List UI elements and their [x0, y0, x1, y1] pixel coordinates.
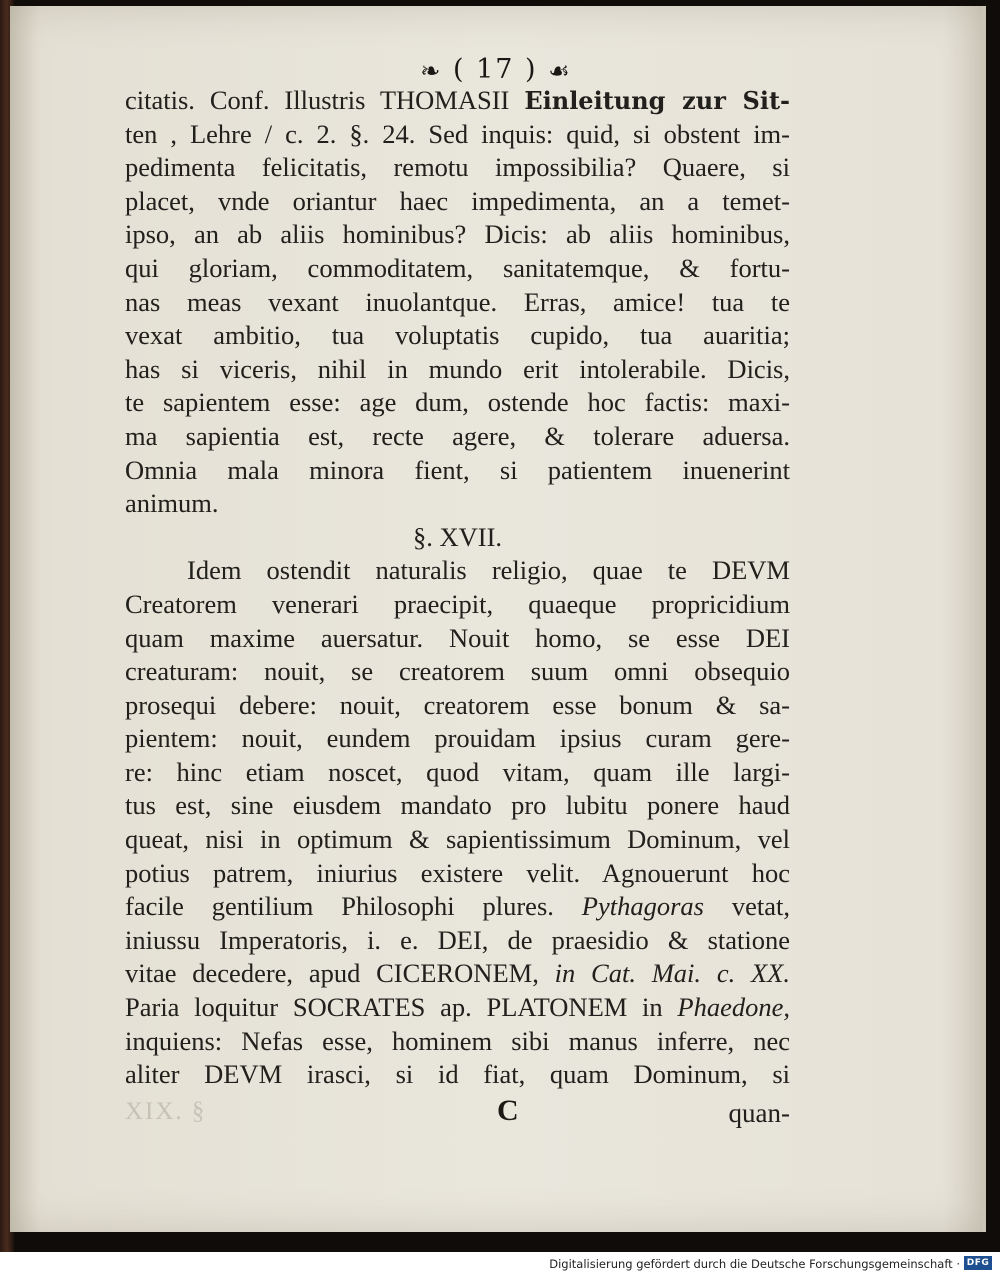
text-line: ma sapientia est, recte agere, & tolerare aduersa. [125, 420, 790, 451]
text-line: animum. [125, 488, 219, 519]
text-line: qui gloriam, commoditatem, sanitatemque, & fortu- [125, 252, 790, 283]
text-line: vexat ambitio, tua voluptatis cupido, tua auaritia; [125, 320, 790, 351]
fraktur-phrase: Einleitung zur Sit- [524, 86, 791, 115]
catchword: quan- [728, 1098, 790, 1128]
text-line: Omnia mala minora fient, si patientem inuenerint [125, 454, 790, 485]
text-line: creaturam: nouit, se creatorem suum omni obsequio [125, 656, 790, 687]
italic-title: Phaedone, [677, 992, 790, 1023]
page-footer [125, 1094, 790, 1134]
text-line: has si viceris, nihil in mundo erit intolerabile. Dicis, [125, 353, 790, 384]
italic-citation: in Cat. Mai. c. XX. [554, 958, 790, 989]
page-number: ( 17 ) [453, 54, 538, 85]
text-line: citatis. Conf. Illustris THOMASII Einleitung zur Sit- [125, 85, 791, 115]
signature-mark: C [497, 1094, 519, 1127]
section-heading: §. XVII. [412, 521, 503, 552]
text-line: potius patrem, iniurius existere velit. Agnouerunt hoc [125, 857, 790, 888]
text-line: te sapientem esse: age dum, ostende hoc factis: maxi- [125, 387, 790, 418]
bleed-through-text: XIX. § [125, 1098, 207, 1125]
credit-bar [0, 1252, 1000, 1275]
ornament-right-icon: ☙ [548, 56, 572, 85]
text-line: pedimenta felicitatis, remotu impossibilia? Quaere, si [125, 152, 790, 183]
text-line: facile gentilium Philosophi plures. Pythagoras vetat, [125, 891, 791, 922]
text-line: tus est, sine eiusdem mandato pro lubitu ponere haud [125, 790, 790, 821]
text-line: queat, nisi in optimum & sapientissimum Dominum, vel [125, 824, 790, 855]
text-line: Paria loquitur SOCRATES ap. PLATONEM in Phaedone, [125, 992, 790, 1023]
text-line: Idem ostendit naturalis religio, quae te DEVM [187, 555, 790, 586]
text-line: ten , Lehre / c. 2. §. 24. Sed inquis: quid, si obstent im- [125, 118, 790, 149]
funding-credit: Digitalisierung gefördert durch die Deutsche Forschungsgemeinschaft · [549, 1257, 960, 1271]
text-line: inquiens: Nefas esse, hominem sibi manus inferre, nec [125, 1025, 790, 1056]
ornament-left-icon: ❧ [420, 56, 443, 85]
text-line: re: hinc etiam noscet, quod vitam, quam ille largi- [125, 756, 790, 787]
book-page [10, 6, 986, 1232]
text-line: placet, vnde oriantur haec impedimenta, an a temet- [125, 185, 790, 216]
text-line: aliter DEVM irasci, si id fiat, quam Dominum, si [125, 1059, 790, 1090]
text-line: prosequi debere: nouit, creatorem esse bonum & sa- [125, 689, 790, 720]
text-line: quam maxime auersatur. Nouit homo, se esse DEI [125, 622, 790, 653]
text-line: vitae decedere, apud CICERONEM, in Cat. Mai. c. XX. [125, 958, 790, 989]
text-line: pientem: nouit, eundem prouidam ipsius curam gere- [125, 723, 790, 754]
page-body [125, 84, 790, 1092]
text-line: nas meas vexant inuolantque. Erras, amice! tua te [125, 286, 790, 317]
text-line: ipso, an ab aliis hominibus? Dicis: ab aliis hominibus, [125, 219, 790, 250]
page-header [10, 54, 982, 85]
text-line: iniussu Imperatoris, i. e. DEI, de praesidio & statione [125, 924, 790, 955]
text-line: Creatorem venerari praecipit, quaeque propricidium [125, 588, 790, 619]
dfg-logo-icon[interactable]: DFG [964, 1256, 992, 1270]
italic-name: Pythagoras [581, 891, 704, 922]
